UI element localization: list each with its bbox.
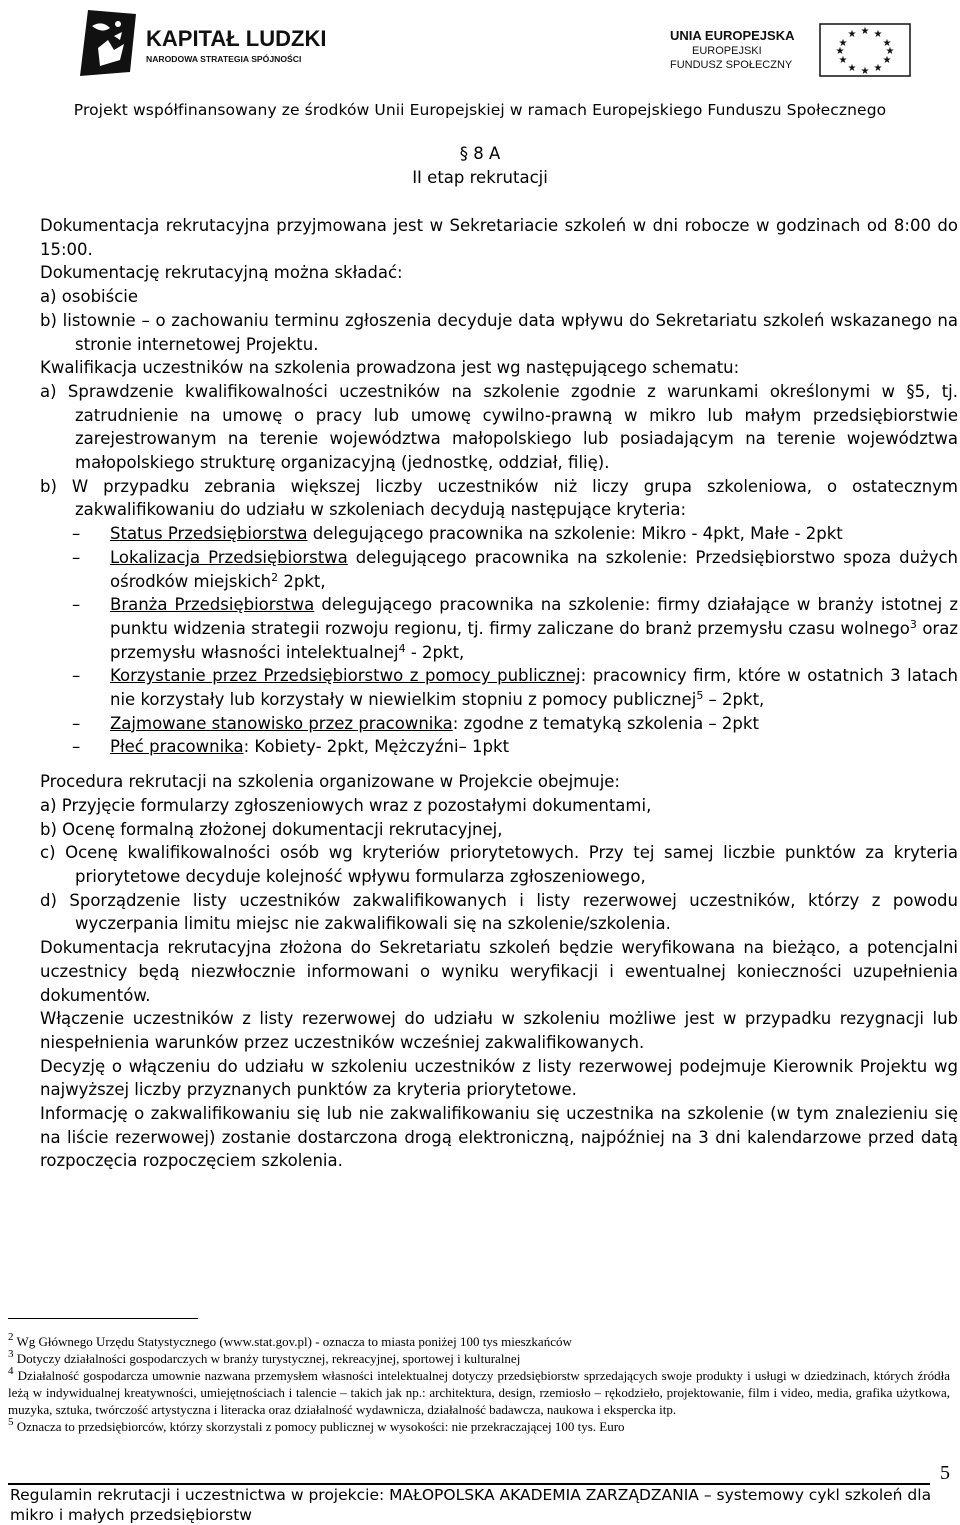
sub-item: a) Sprawdzenie kwalifikowalności uczestników na szkolenie zgodnie z warunkami określonymi w §5, tj. zatrudnienie na umowę o pracy lub umowę cywilno-prawną w mikro lub małym przedsiębiorstwie zarejestrowanym na terenie województwa małopolskiego lub posiadającym na terenie województwa małopolskiego strukturę organizacyjną (jednostkę, oddział, filię). <box>40 381 958 473</box>
list-item: Kwalifikacja uczestników na szkolenia prowadzona jest wg następującego schematu: <box>40 358 740 378</box>
svg-text:★: ★ <box>885 46 895 57</box>
svg-text:NARODOWA STRATEGIA SPÓJNOŚCI: NARODOWA STRATEGIA SPÓJNOŚCI <box>146 54 302 64</box>
footnote: $^4$ Działalność gospodarcza umownie nazwana przemysłem własności intelektualnej dotyczy przedsiębiorstw sprzedających swoje produkty i usługi w dziedzinach, których źródła leżą w indywidualnej kreatywności, umiejętnościach i talencie – takich jak np.: architektura, design, rzemiosło – rękodzieło, projektowanie, film i video, media, grafika użytkowa, muzyka, sztuka, twórczość artystyczna i literacka oraz działalność wydawnicza, działalność badawcza, naukowa i ekspercka itp. <box>8 1365 950 1417</box>
page-header <box>0 0 960 119</box>
criterion-item: – Branża Przedsiębiorstwa delegującego pracownika na szkolenie: firmy działające w branży istotnej z punktu widzenia strategii rozwoju regionu, tj. firmy zaliczane do branż przemysłu czasu wolnego$^3$ oraz przemysłu własności intelektualnej$^4$ - 2pkt, <box>72 595 959 662</box>
footnote: $^2$ Wg Głównego Urzędu Statystycznego (www.stat.gov.pl) - oznacza to miasta poniżej 100 tys mieszkańców <box>8 1331 572 1349</box>
list-item: Dokumentację rekrutacyjną można składać: <box>40 263 403 283</box>
criterion-item: – Zajmowane stanowisko przez pracownika: zgodne z tematyką szkolenia – 2pkt <box>72 713 759 733</box>
svg-text:EUROPEJSKI: EUROPEJSKI <box>692 45 762 57</box>
section-heading <box>0 142 960 190</box>
svg-text:★: ★ <box>847 29 857 40</box>
page-footer: Regulamin rekrutacji i uczestnictwa w projekcie: MAŁOPOLSKA AKADEMIA ZARZĄDZANIA – systemowy cykl szkoleń dla mikro i małych przedsiębiorstw <box>10 1486 932 1524</box>
criterion-item: – Status Przedsiębiorstwa delegującego pracownika na szkolenie: Mikro - 4pkt, Małe - 2pkt <box>72 524 843 544</box>
svg-text:★: ★ <box>838 55 848 66</box>
footnotes <box>8 1318 950 1435</box>
svg-text:★: ★ <box>838 38 848 49</box>
list-item: Decyzję o włączeniu do udziału w szkoleniu uczestników z listy rezerwowej podejmuje Kierownik Projektu wg najwyższej liczby przyznanych punktów za kryteria priorytetowe. <box>40 1056 958 1100</box>
kapital-ludzki-logo <box>78 8 368 78</box>
regulation-body <box>10 214 958 1173</box>
sub-item: a) osobiście <box>40 287 139 307</box>
page-number: 5 <box>940 1462 950 1484</box>
svg-text:KAPITAŁ LUDZKI: KAPITAŁ LUDZKI <box>146 26 327 51</box>
list-item: Informację o zakwalifikowaniu się lub nie zakwalifikowaniu się uczestnika na szkolenie (w tym znalezieniu się na liście rezerwowej) zostanie dostarczona drogą elektroniczną, najpóźniej na 3 dni kalendarzowe przed datą rozpoczęcia rozpoczęciem szkolenia. <box>40 1104 958 1171</box>
svg-text:★: ★ <box>882 38 892 49</box>
svg-text:★: ★ <box>847 63 857 74</box>
svg-text:★: ★ <box>873 29 883 40</box>
criterion-item: – Płeć pracownika: Kobiety- 2pkt, Mężczyźni– 1pkt <box>72 737 510 757</box>
footnote-divider <box>8 1318 198 1319</box>
footnote: $^5$ Oznacza to przedsiębiorców, którzy skorzystali z pomocy publicznej w wysokości: nie przekraczającej 100 tys. Euro <box>8 1416 625 1434</box>
sub-item: b) W przypadku zebrania większej liczby uczestników niż liczy grupa szkoleniowa, o ostatecznym zakwalifikowaniu do udziału w szkoleniach decydują następujące kryteria: <box>40 476 958 520</box>
svg-text:FUNDUSZ SPOŁECZNY: FUNDUSZ SPOŁECZNY <box>670 59 793 71</box>
svg-text:★: ★ <box>860 66 870 77</box>
sub-item: a) Przyjęcie formularzy zgłoszeniowych wraz z pozostałymi dokumentami, <box>40 795 652 815</box>
list-item: Dokumentacja rekrutacyjna przyjmowana jest w Sekretariacie szkoleń w dni robocze w godzinach od 8:00 do 15:00. <box>40 216 958 259</box>
svg-text:★: ★ <box>882 55 892 66</box>
criterion-item: – Korzystanie przez Przedsiębiorstwo z pomocy publicznej: pracownicy firm, które w ostatnich 3 latach nie korzystały lub korzystały w niewielkim stopniu z pomocy publicznej$^5$ – 2pkt, <box>72 666 958 710</box>
section-number: § 8 A <box>459 144 501 163</box>
section-subtitle: II etap rekrutacji <box>412 168 548 187</box>
svg-text:★: ★ <box>873 63 883 74</box>
funding-statement: Projekt współfinansowany ze środków Unii Europejskiej w ramach Europejskiego Funduszu Społecznego <box>73 101 887 119</box>
list-item: Dokumentacja rekrutacyjna złożona do Sekretariatu szkoleń będzie weryfikowana na bieżąco, a potencjalni uczestnicy będą niezwłocznie informowani o wyniku weryfikacji i ewentualnej konieczności uzupełnienia dokumentów. <box>40 938 958 1005</box>
sub-item: b) listownie – o zachowaniu terminu zgłoszenia decyduje data wpływu do Sekretariatu szkoleń wskazanego na stronie internetowej Projektu. <box>40 310 958 354</box>
sub-item: d) Sporządzenie listy uczestników zakwalifikowanych i listy rezerwowej uczestników, którzy z powodu wyczerpania limitu miejsc nie zakwalifikowali się na szkolenie/szkolenia. <box>40 890 958 934</box>
svg-text:UNIA EUROPEJSKA: UNIA EUROPEJSKA <box>670 28 795 43</box>
sub-item: c) Ocenę kwalifikowalności osób wg kryteriów priorytetowych. Przy tej samej liczbie punktów za kryteria priorytetowe decyduje kolejność wpływu formularza zgłoszeniowego, <box>40 843 958 886</box>
svg-text:★: ★ <box>860 26 870 37</box>
sub-item: b) Ocenę formalną złożonej dokumentacji rekrutacyjnej, <box>40 819 503 839</box>
footnote: $^3$ Dotyczy działalności gospodarczych w branży turystycznej, rekreacyjnej, sportowej i kulturalnej <box>8 1348 521 1366</box>
criterion-item: – Lokalizacja Przedsiębiorstwa delegującego pracownika na szkolenie: Przedsiębiorstwo spoza dużych ośrodków miejskich$^2$ 2pkt, <box>72 547 959 591</box>
list-item: Włączenie uczestników z listy rezerwowej do udziału w szkoleniu możliwe jest w przypadku rezygnacji lub niespełnienia warunków przez uczestników wcześniej zakwalifikowanych. <box>40 1009 958 1052</box>
svg-text:★: ★ <box>835 46 845 57</box>
eu-logo <box>670 20 930 80</box>
list-item: Procedura rekrutacji na szkolenia organizowane w Projekcie obejmuje: <box>40 772 620 792</box>
